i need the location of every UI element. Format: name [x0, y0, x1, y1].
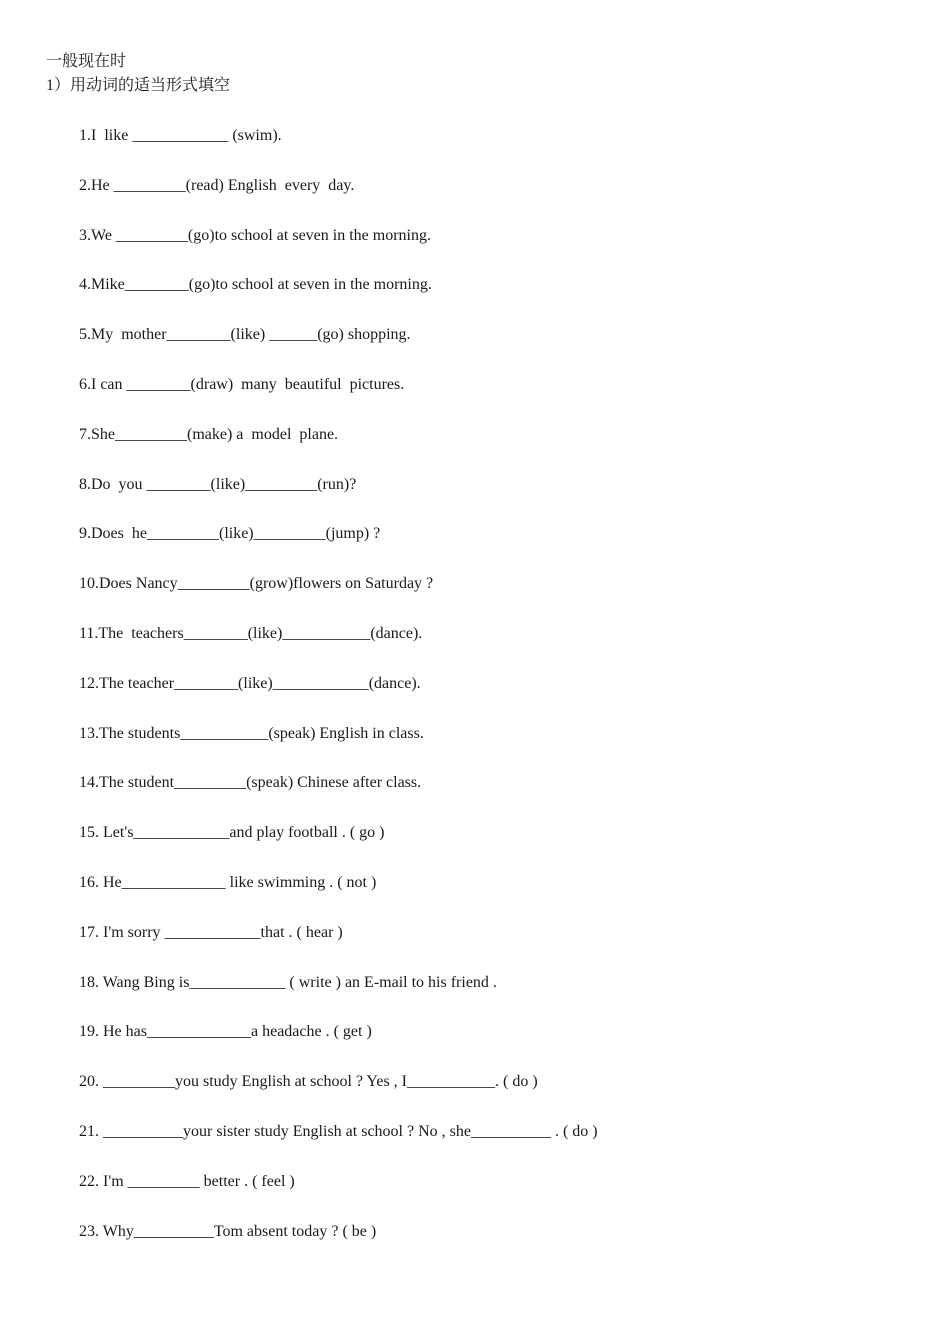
question-item: 1.I like ____________ (swim).: [79, 127, 282, 144]
question-item: 15. Let's____________and play football . ( go ): [79, 824, 385, 842]
question-item: 13.The students___________(speak) English in class.: [79, 724, 424, 742]
question-item: 5.My mother________(like) ______(go) shopping.: [79, 326, 411, 344]
question-list: [79, 126, 598, 1271]
question-item: 17. I'm sorry ____________that . ( hear ): [79, 923, 343, 941]
question-item: 18. Wang Bing is____________ ( write ) an E-mail to his friend .: [79, 973, 497, 991]
question-item: 9.Does he_________(like)_________(jump) ?: [79, 525, 381, 543]
question-item: 12.The teacher________(like)____________(dance).: [79, 674, 421, 692]
question-item: 19. He has_____________a headache . ( get ): [79, 1023, 372, 1041]
question-item: 3.We _________(go)to school at seven in the morning.: [79, 226, 431, 244]
question-item: 4.Mike________(go)to school at seven in the morning.: [79, 276, 432, 294]
question-item: 16. He_____________ like swimming . ( not ): [79, 873, 377, 891]
question-item: 10.Does Nancy_________(grow)flowers on Saturday ?: [79, 575, 434, 593]
exercise-instruction: 1）用动词的适当形式填空: [46, 77, 231, 94]
document-title: 一般现在时: [46, 53, 127, 70]
question-item: 2.He _________(read) English every day.: [79, 176, 355, 194]
question-item: 8.Do you ________(like)_________(run)?: [79, 475, 357, 493]
question-item: 11.The teachers________(like)___________(dance).: [79, 624, 423, 642]
question-item: 20. _________you study English at school ? Yes , I___________. ( do ): [79, 1073, 538, 1091]
question-item: 22. I'm _________ better . ( feel ): [79, 1172, 295, 1190]
question-item: 6.I can ________(draw) many beautiful pictures.: [79, 375, 405, 393]
question-item: 7.She_________(make) a model plane.: [79, 425, 339, 443]
question-item: 14.The student_________(speak) Chinese after class.: [79, 774, 422, 792]
question-item: 23. Why__________Tom absent today ? ( be ): [79, 1222, 377, 1240]
question-item: 21. __________your sister study English at school ? No , she__________ . ( do ): [79, 1122, 598, 1140]
